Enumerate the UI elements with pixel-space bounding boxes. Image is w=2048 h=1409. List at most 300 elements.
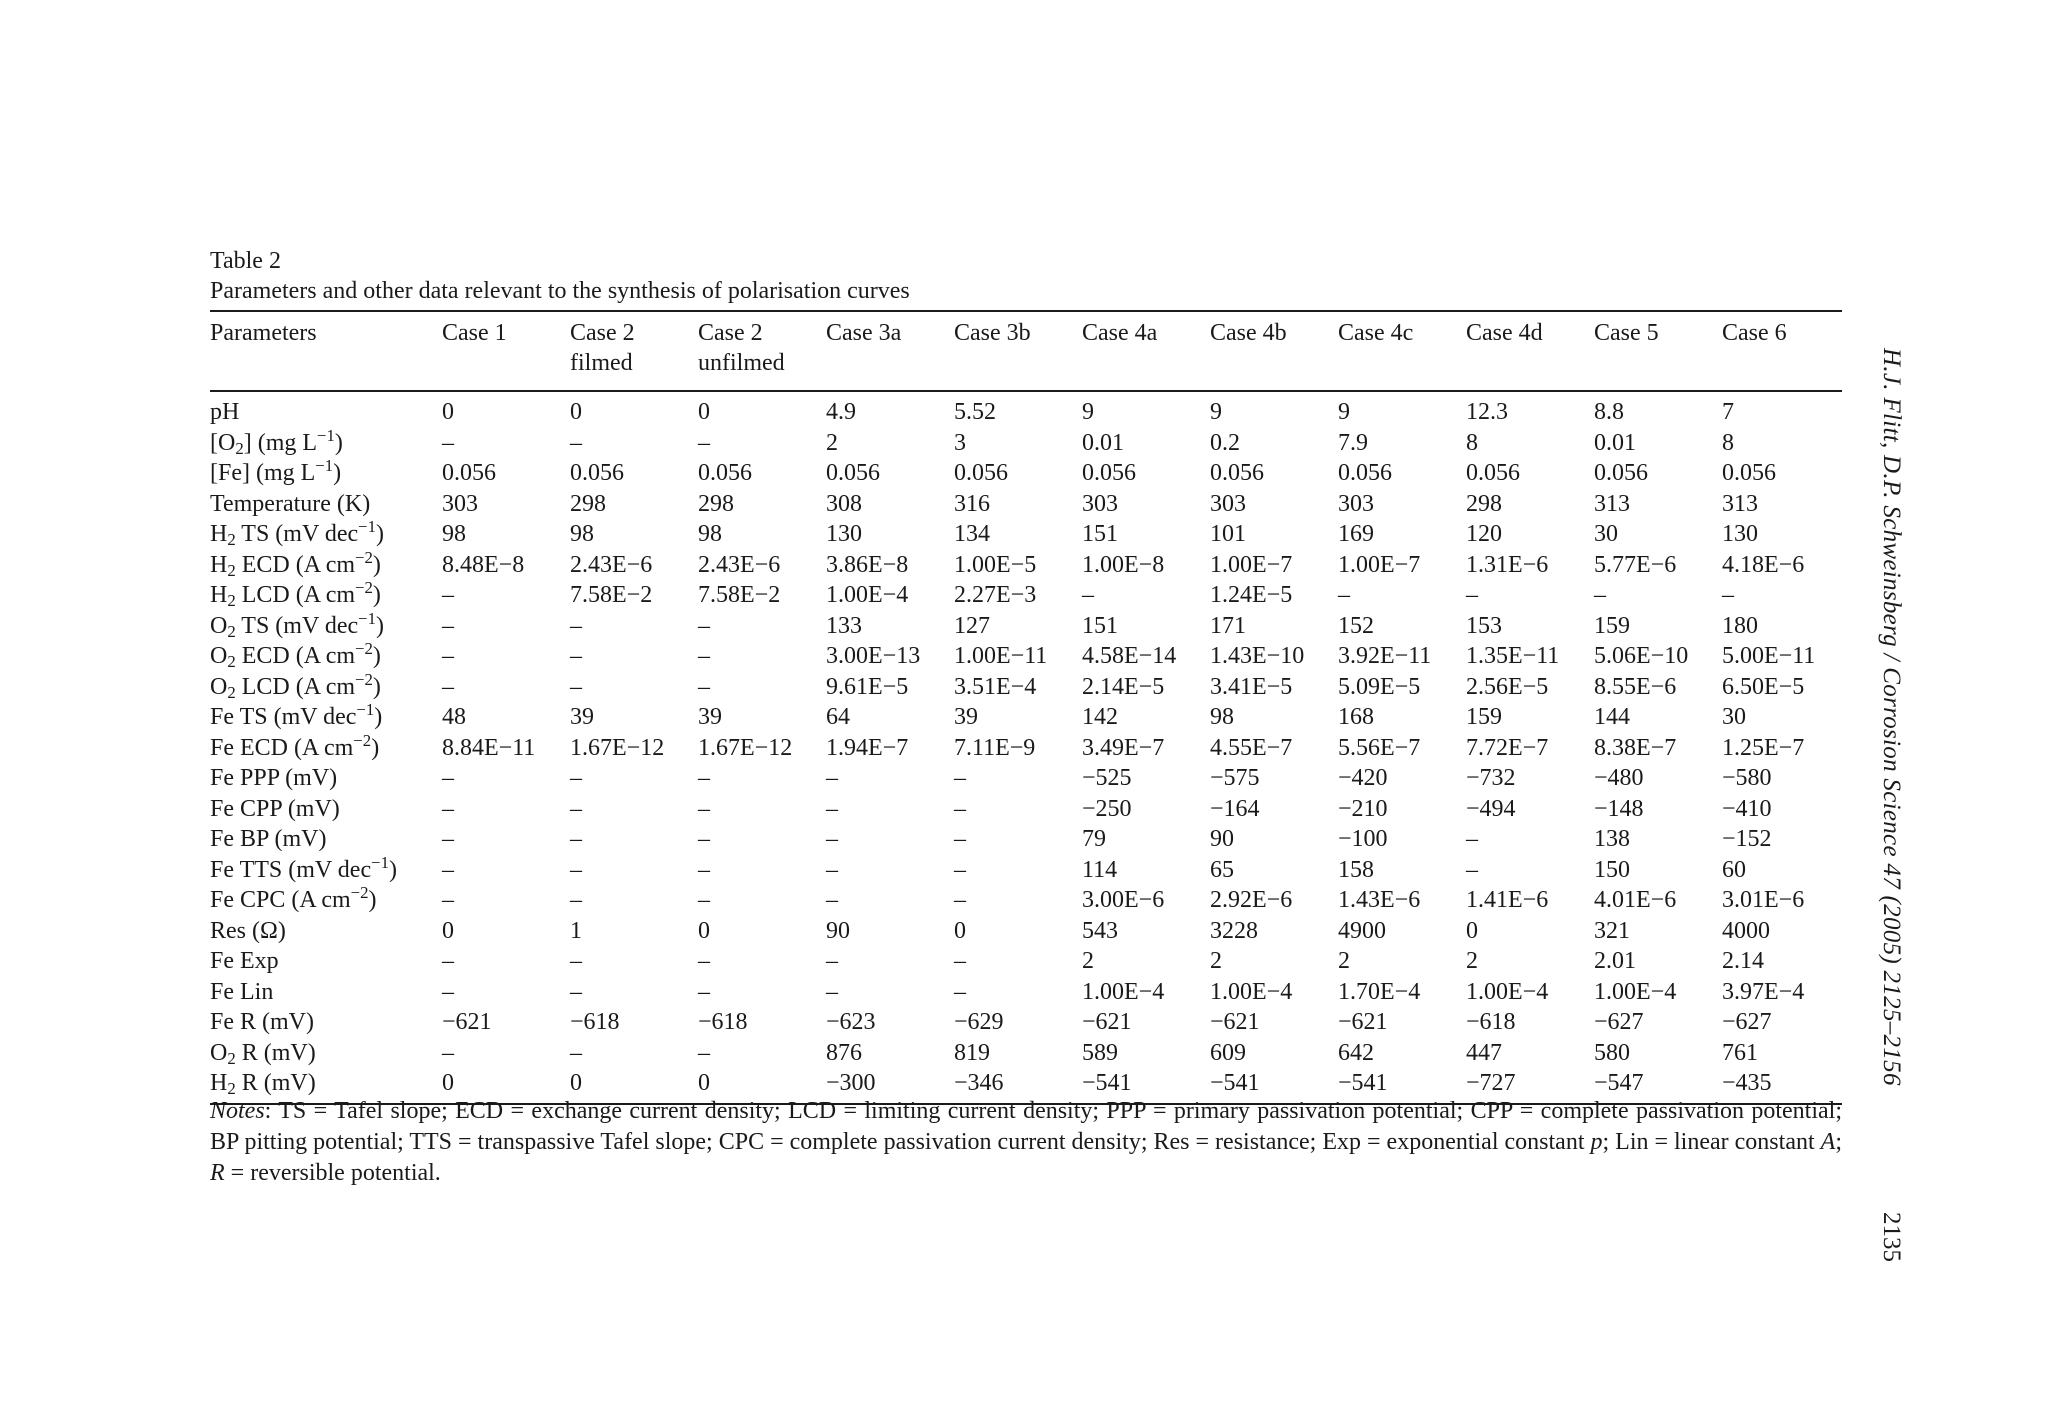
table-cell: 2.43E−6: [698, 551, 781, 578]
table-cell: −547: [1594, 1070, 1644, 1097]
page-number: [1878, 1212, 1920, 1272]
table-cell: 1: [570, 917, 582, 944]
column-header-line1: Case 4b: [1210, 320, 1287, 346]
table-cell: −480: [1594, 765, 1644, 792]
table-cell: 1.25E−7: [1722, 734, 1805, 761]
table-cell: −732: [1466, 765, 1516, 792]
table-cell: –: [954, 826, 966, 853]
table-cell: 1.00E−4: [1210, 978, 1293, 1005]
table-cell: –: [826, 887, 838, 914]
row-parameter-label: $[O_2]$ (mg $L^{-1}$): [210, 425, 343, 458]
table-cell: 1.43E−6: [1338, 887, 1421, 914]
table-cell: 159: [1466, 704, 1502, 731]
table-notes: [210, 1096, 1842, 1189]
column-header-case: [1722, 311, 1842, 391]
table-row: [210, 391, 1842, 428]
table-cell: −541: [1338, 1070, 1388, 1097]
row-parameter-label: [Fe] (mg $L^{-1}$): [210, 456, 342, 487]
table-cell: 2: [1338, 948, 1350, 975]
table-cell: 609: [1210, 1039, 1246, 1066]
table-cell: 7.11E−9: [954, 734, 1036, 761]
table-cell: 5.77E−6: [1594, 551, 1677, 578]
row-parameter-label: Fe Exp: [210, 948, 279, 975]
table-cell: –: [1466, 856, 1478, 883]
table-cell: 0.056: [826, 460, 880, 487]
table-cell: 0.056: [1722, 460, 1776, 487]
table-cell: 151: [1082, 521, 1118, 548]
table-cell: 1.00E−7: [1210, 551, 1293, 578]
table-cell: −627: [1722, 1009, 1772, 1036]
table-cell: 130: [1722, 521, 1758, 548]
table-row: [210, 672, 1842, 703]
table-row: [210, 824, 1842, 855]
table-cell: 39: [698, 704, 722, 731]
table-cell: 2.27E−3: [954, 582, 1037, 609]
table-cell: 3228: [1210, 917, 1258, 944]
table-cell: –: [698, 429, 710, 456]
row-parameter-label: Fe R (mV): [210, 1009, 314, 1036]
table-cell: 0: [698, 917, 710, 944]
table-cell: 0.056: [698, 460, 752, 487]
table-row: [210, 916, 1842, 947]
row-parameter-label: pH: [210, 399, 240, 426]
row-parameter-label: $H_2$ LCD (A $cm^{-2}$): [210, 578, 381, 611]
column-header-case: [954, 311, 1082, 391]
table-cell: –: [698, 826, 710, 853]
table-cell: –: [442, 765, 454, 792]
table-cell: 3.00E−6: [1082, 887, 1165, 914]
table-cell: –: [442, 612, 454, 639]
column-header-line1: Case 2: [570, 320, 635, 346]
column-header-case: [1210, 311, 1338, 391]
table-row: [210, 763, 1842, 794]
table-row: [210, 885, 1842, 916]
table-cell: 0: [570, 399, 582, 426]
table-cell: 65: [1210, 856, 1234, 883]
table-cell: 4.01E−6: [1594, 887, 1677, 914]
table-cell: 171: [1210, 612, 1246, 639]
table-cell: 130: [826, 521, 862, 548]
table-cell: 580: [1594, 1039, 1630, 1066]
table-cell: –: [1594, 582, 1606, 609]
table-cell: 1.67E−12: [698, 734, 793, 761]
row-parameter-label: Fe Lin: [210, 978, 274, 1005]
table-cell: 761: [1722, 1039, 1758, 1066]
row-parameter-label: Fe CPP (mV): [210, 795, 340, 822]
table-cell: −621: [442, 1009, 492, 1036]
table-cell: 1.00E−7: [1338, 551, 1421, 578]
table-cell: 7: [1722, 399, 1734, 426]
table-cell: 9.61E−5: [826, 673, 909, 700]
table-cell: 152: [1338, 612, 1374, 639]
table-cell: 39: [954, 704, 978, 731]
table-cell: 1.00E−8: [1082, 551, 1165, 578]
table-cell: −541: [1082, 1070, 1132, 1097]
table-cell: –: [1466, 826, 1478, 853]
table-cell: 6.50E−5: [1722, 673, 1805, 700]
table-row: [210, 458, 1842, 489]
row-parameter-label: Res (Ω): [210, 917, 286, 944]
table-cell: 159: [1594, 612, 1630, 639]
table-cell: –: [570, 795, 582, 822]
table-cell: –: [570, 826, 582, 853]
table-cell: –: [698, 795, 710, 822]
table-cell: –: [1082, 582, 1094, 609]
table-cell: 4.9: [826, 399, 856, 426]
table-cell: –: [698, 643, 710, 670]
table-cell: 1.67E−12: [570, 734, 665, 761]
table-cell: –: [570, 856, 582, 883]
table-cell: –: [570, 887, 582, 914]
table-cell: 7.58E−2: [570, 582, 653, 609]
table-cell: –: [698, 1039, 710, 1066]
table-cell: 298: [698, 490, 734, 517]
table-cell: 8: [1722, 429, 1734, 456]
table-row: [210, 946, 1842, 977]
table-cell: −100: [1338, 826, 1388, 853]
table-cell: −575: [1210, 765, 1260, 792]
table-cell: −727: [1466, 1070, 1516, 1097]
row-parameter-label: Fe PPP (mV): [210, 765, 338, 792]
table-row: [210, 611, 1842, 642]
table-cell: −148: [1594, 795, 1644, 822]
table-cell: –: [570, 673, 582, 700]
table-cell: 4000: [1722, 917, 1770, 944]
table-cell: 3.92E−11: [1338, 643, 1432, 670]
table-row: [210, 580, 1842, 611]
table-cell: −541: [1210, 1070, 1260, 1097]
table-cell: −152: [1722, 826, 1772, 853]
table-cell: 3.41E−5: [1210, 673, 1293, 700]
table-cell: 153: [1466, 612, 1502, 639]
table-cell: –: [826, 765, 838, 792]
table-cell: −420: [1338, 765, 1388, 792]
table-cell: 298: [1466, 490, 1502, 517]
table-cell: 642: [1338, 1039, 1374, 1066]
column-header-case: [826, 311, 954, 391]
table-cell: 30: [1594, 521, 1618, 548]
table-cell: −623: [826, 1009, 876, 1036]
row-parameter-label: Fe TTS (mV dec$^{-1}$): [210, 852, 397, 883]
table-cell: −621: [1210, 1009, 1260, 1036]
table-cell: 0.01: [1594, 429, 1636, 456]
table-cell: 2.14: [1722, 948, 1764, 975]
table-cell: –: [698, 856, 710, 883]
row-parameter-label: $O_2$ R (mV): [210, 1039, 316, 1068]
table-cell: 1.31E−6: [1466, 551, 1549, 578]
row-parameter-label: Fe ECD (A $cm^{-2}$): [210, 730, 380, 761]
table-cell: −621: [1338, 1009, 1388, 1036]
table-cell: 169: [1338, 521, 1374, 548]
table-cell: 127: [954, 612, 990, 639]
table-cell: 7.72E−7: [1466, 734, 1549, 761]
table-cell: –: [442, 795, 454, 822]
table-cell: 48: [442, 704, 466, 731]
table-cell: 5.09E−5: [1338, 673, 1421, 700]
table-cell: 0: [698, 1070, 710, 1097]
table-row: [210, 977, 1842, 1008]
table-cell: –: [698, 765, 710, 792]
table-row: [210, 733, 1842, 764]
table-cell: 3: [954, 429, 966, 456]
notes-text: : TS = Tafel slope; ECD = exchange current density; LCD = limiting current density; PPP = primary passivation potential; CPP = complete passivation potential; BP pitting potential; TTS = transpassive Tafel slope; CPC = complete passivation current density; Res = resistance; Exp = exponential constant p; Lin = linear constant A; R = reversible potential.: [210, 1098, 1842, 1186]
table-cell: 8.8: [1594, 399, 1624, 426]
table-cell: 1.00E−5: [954, 551, 1037, 578]
table-cell: 303: [1210, 490, 1246, 517]
column-header-case: [1594, 311, 1722, 391]
table-cell: 3.97E−4: [1722, 978, 1805, 1005]
table-cell: –: [570, 429, 582, 456]
table-cell: 819: [954, 1039, 990, 1066]
table-row: [210, 702, 1842, 733]
table-cell: 0: [442, 917, 454, 944]
table-cell: 134: [954, 521, 990, 548]
table-cell: –: [442, 1039, 454, 1066]
table-cell: 7.58E−2: [698, 582, 781, 609]
table-cell: –: [698, 673, 710, 700]
table-cell: 60: [1722, 856, 1746, 883]
table-cell: –: [570, 612, 582, 639]
table-cell: –: [954, 765, 966, 792]
table-header-row: [210, 311, 1842, 391]
table-cell: 1.00E−4: [1594, 978, 1677, 1005]
table-cell: 0.056: [1338, 460, 1392, 487]
table-cell: 3.86E−8: [826, 551, 909, 578]
column-header-line1: Case 3a: [826, 320, 902, 346]
table-cell: −618: [698, 1009, 748, 1036]
table-cell: −494: [1466, 795, 1516, 822]
table-row: [210, 519, 1842, 550]
table-cell: 90: [1210, 826, 1234, 853]
table-cell: 876: [826, 1039, 862, 1066]
table-cell: 0.056: [1594, 460, 1648, 487]
table-cell: 2.92E−6: [1210, 887, 1293, 914]
table-row: [210, 550, 1842, 581]
table-cell: 3.00E−13: [826, 643, 921, 670]
column-header-line1: Case 4d: [1466, 320, 1543, 346]
table-label: Table 2: [210, 248, 281, 274]
table-cell: 3.49E−7: [1082, 734, 1165, 761]
table-cell: 1.70E−4: [1338, 978, 1421, 1005]
table-cell: 9: [1082, 399, 1094, 426]
table-cell: −210: [1338, 795, 1388, 822]
table-cell: –: [826, 856, 838, 883]
table-cell: 2.14E−5: [1082, 673, 1165, 700]
table-cell: –: [826, 948, 838, 975]
table-cell: –: [698, 948, 710, 975]
table-cell: −580: [1722, 765, 1772, 792]
notes-label: Notes: [210, 1098, 265, 1124]
parameters-table: [210, 310, 1842, 1105]
table-cell: 0: [442, 399, 454, 426]
table-cell: 5.06E−10: [1594, 643, 1689, 670]
table-cell: 158: [1338, 856, 1374, 883]
table-cell: 298: [570, 490, 606, 517]
row-parameter-label: $O_2$ ECD (A $cm^{-2}$): [210, 639, 381, 672]
table-cell: 0: [442, 1070, 454, 1097]
column-header-case: [570, 311, 698, 391]
table-title: Parameters and other data relevant to the synthesis of polarisation curves: [210, 278, 910, 304]
column-header-line1: Parameters: [210, 320, 317, 346]
row-parameter-label: Temperature (K): [210, 490, 371, 517]
table-cell: –: [570, 948, 582, 975]
table-cell: 39: [570, 704, 594, 731]
row-parameter-label: $O_2$ TS (mV dec$^{-1}$): [210, 608, 385, 641]
table-cell: –: [698, 612, 710, 639]
row-parameter-label: $H_2$ TS (mV dec$^{-1}$): [210, 517, 385, 550]
row-parameter-label: $O_2$ LCD (A $cm^{-2}$): [210, 669, 381, 702]
table-cell: −618: [1466, 1009, 1516, 1036]
table-cell: 4.18E−6: [1722, 551, 1805, 578]
table-cell: 8: [1466, 429, 1478, 456]
table-cell: 7.9: [1338, 429, 1368, 456]
column-header-case: [1082, 311, 1210, 391]
table-cell: 313: [1722, 490, 1758, 517]
table-cell: –: [570, 1039, 582, 1066]
table-cell: –: [442, 643, 454, 670]
table-cell: 0.056: [442, 460, 496, 487]
table-cell: –: [570, 978, 582, 1005]
table-cell: 1.94E−7: [826, 734, 909, 761]
table-cell: 120: [1466, 521, 1502, 548]
table-cell: 101: [1210, 521, 1246, 548]
table-cell: 0.056: [570, 460, 624, 487]
table-cell: −618: [570, 1009, 620, 1036]
table-cell: 447: [1466, 1039, 1502, 1066]
table-cell: 150: [1594, 856, 1630, 883]
table-cell: –: [442, 856, 454, 883]
table-row: [210, 641, 1842, 672]
table-cell: –: [442, 582, 454, 609]
table-cell: –: [1722, 582, 1734, 609]
column-header-line2: unfilmed: [698, 350, 785, 376]
table-cell: –: [442, 978, 454, 1005]
table-row: [210, 794, 1842, 825]
table-cell: 0: [1466, 917, 1478, 944]
table-cell: 303: [1338, 490, 1374, 517]
parameters-table-container: [210, 310, 1842, 1105]
table-cell: −525: [1082, 765, 1132, 792]
table-cell: 313: [1594, 490, 1630, 517]
table-cell: −164: [1210, 795, 1260, 822]
column-header-line1: Case 3b: [954, 320, 1031, 346]
running-header: [1878, 348, 1920, 1098]
column-header-line1: Case 5: [1594, 320, 1659, 346]
column-header-case: [1338, 311, 1466, 391]
table-cell: 2.01: [1594, 948, 1636, 975]
table-cell: 79: [1082, 826, 1106, 853]
table-cell: 1.24E−5: [1210, 582, 1293, 609]
row-parameter-label: Fe TS (mV dec$^{-1}$): [210, 700, 383, 731]
table-cell: 1.41E−6: [1466, 887, 1549, 914]
table-cell: 1.00E−11: [954, 643, 1048, 670]
column-header-case: [442, 311, 570, 391]
table-cell: 98: [442, 521, 466, 548]
table-cell: 1.00E−4: [1466, 978, 1549, 1005]
table-cell: 30: [1722, 704, 1746, 731]
table-cell: 0: [570, 1070, 582, 1097]
table-cell: –: [442, 429, 454, 456]
table-cell: 98: [570, 521, 594, 548]
table-row: [210, 489, 1842, 520]
table-cell: 180: [1722, 612, 1758, 639]
table-row: [210, 1007, 1842, 1038]
table-cell: −627: [1594, 1009, 1644, 1036]
table-cell: 2.43E−6: [570, 551, 653, 578]
table-cell: –: [954, 856, 966, 883]
table-cell: 8.38E−7: [1594, 734, 1677, 761]
table-cell: 308: [826, 490, 862, 517]
table-cell: 90: [826, 917, 850, 944]
table-cell: −629: [954, 1009, 1004, 1036]
table-cell: 4.55E−7: [1210, 734, 1293, 761]
table-cell: 3.51E−4: [954, 673, 1037, 700]
table-cell: 168: [1338, 704, 1374, 731]
table-cell: 1.35E−11: [1466, 643, 1560, 670]
table-cell: −621: [1082, 1009, 1132, 1036]
table-cell: −300: [826, 1070, 876, 1097]
row-parameter-label: Fe BP (mV): [210, 826, 327, 853]
column-header-case: [1466, 311, 1594, 391]
table-cell: –: [954, 948, 966, 975]
table-cell: –: [826, 978, 838, 1005]
table-cell: 316: [954, 490, 990, 517]
table-cell: 589: [1082, 1039, 1118, 1066]
table-cell: 303: [442, 490, 478, 517]
table-cell: –: [442, 673, 454, 700]
table-cell: 151: [1082, 612, 1118, 639]
table-cell: –: [826, 826, 838, 853]
table-cell: 0.056: [1466, 460, 1520, 487]
table-cell: 0.056: [954, 460, 1008, 487]
table-cell: –: [1466, 582, 1478, 609]
table-cell: –: [570, 765, 582, 792]
column-header-line1: Case 2: [698, 320, 763, 346]
table-cell: 2: [826, 429, 838, 456]
table-cell: 9: [1338, 399, 1350, 426]
table-cell: 8.55E−6: [1594, 673, 1677, 700]
table-cell: –: [442, 826, 454, 853]
table-cell: 0.056: [1082, 460, 1136, 487]
table-cell: –: [698, 978, 710, 1005]
table-cell: 138: [1594, 826, 1630, 853]
table-row: [210, 1038, 1842, 1069]
column-header-parameters: [210, 311, 442, 391]
table-cell: −435: [1722, 1070, 1772, 1097]
column-header-case: [698, 311, 826, 391]
table-cell: 144: [1594, 704, 1630, 731]
table-cell: 0: [698, 399, 710, 426]
table-cell: 1.00E−4: [1082, 978, 1165, 1005]
table-cell: 0: [954, 917, 966, 944]
table-cell: 2: [1082, 948, 1094, 975]
table-body: [210, 391, 1842, 1104]
page-number-text: 2135: [1878, 1212, 1905, 1262]
table-cell: 133: [826, 612, 862, 639]
row-parameter-label: $H_2$ R (mV): [210, 1070, 316, 1099]
table-cell: −250: [1082, 795, 1132, 822]
table-cell: 8.84E−11: [442, 734, 536, 761]
table-cell: 4.58E−14: [1082, 643, 1177, 670]
table-cell: 5.00E−11: [1722, 643, 1816, 670]
table-cell: 2: [1210, 948, 1222, 975]
column-header-line1: Case 1: [442, 320, 507, 346]
row-parameter-label: $H_2$ ECD (A $cm^{-2}$): [210, 547, 381, 580]
column-header-line2: filmed: [570, 350, 633, 376]
table-cell: 1.43E−10: [1210, 643, 1305, 670]
table-cell: 321: [1594, 917, 1630, 944]
table-cell: 12.3: [1466, 399, 1508, 426]
